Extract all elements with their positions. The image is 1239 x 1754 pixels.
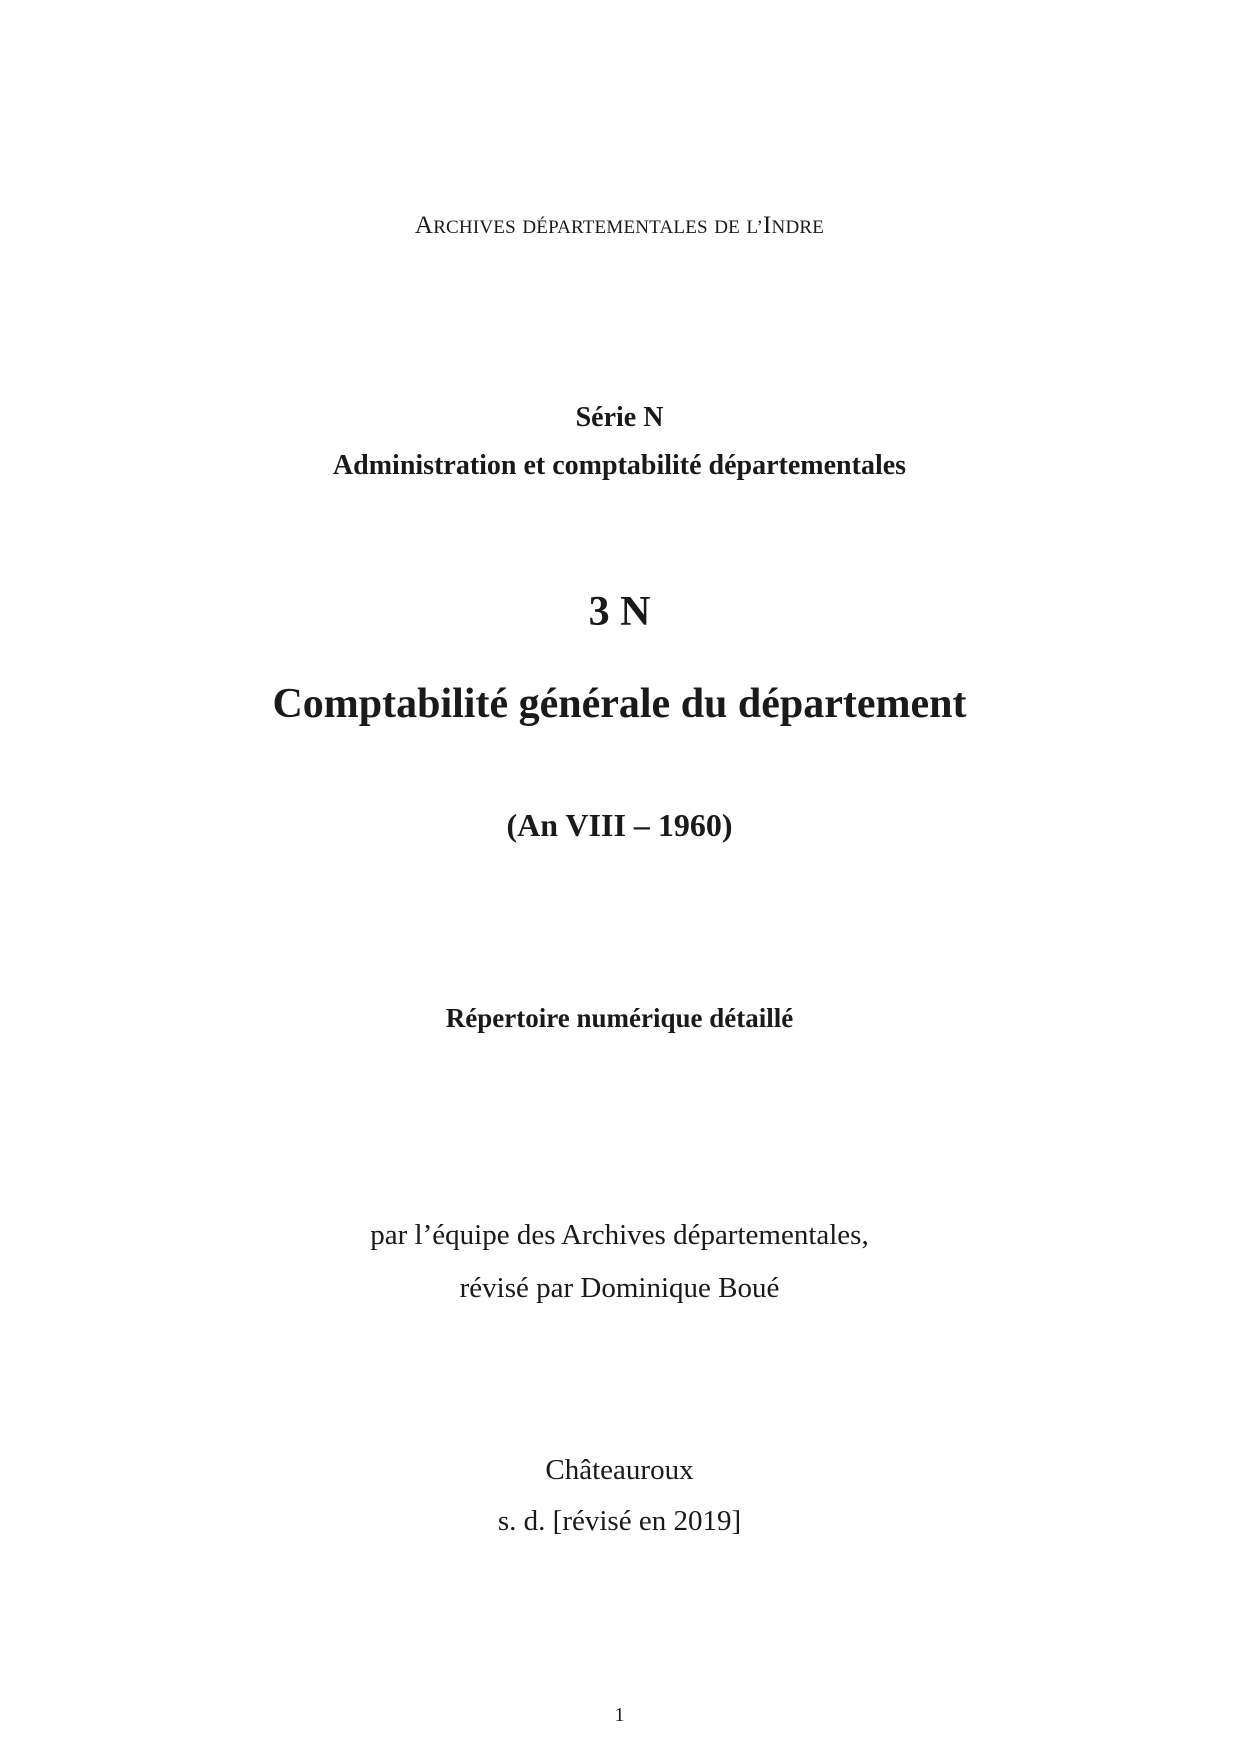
institution-name-part: DÉPARTEMENTALES [522,217,708,238]
document-type: Répertoire numérique détaillé [445,1003,794,1033]
institution-name-initial: A [414,212,434,239]
series-label: Série N [575,402,664,433]
institution-name-initial: I [763,212,772,239]
document-title: Comptabilité générale du département [272,681,967,727]
page-number: 1 [614,1704,625,1726]
authors-line-1: par l’équipe des Archives départementales, [370,1219,869,1251]
date-range: (An VIII – 1960) [506,807,733,843]
publication-place: Châteauroux [545,1454,694,1486]
publication-date: s. d. [révisé en 2019] [497,1505,742,1537]
institution-name-part: NDRE [771,217,825,238]
series-title: Administration et comptabilité départementales [332,450,907,481]
institution-name-part: RCHIVES [433,217,516,238]
institution-name [0,212,1239,240]
institution-name-part: DE [714,217,740,238]
institution-name-part: L’ [746,217,763,238]
authors-line-2: révisé par Dominique Boué [459,1272,780,1304]
fonds-code: 3 N [588,589,651,635]
